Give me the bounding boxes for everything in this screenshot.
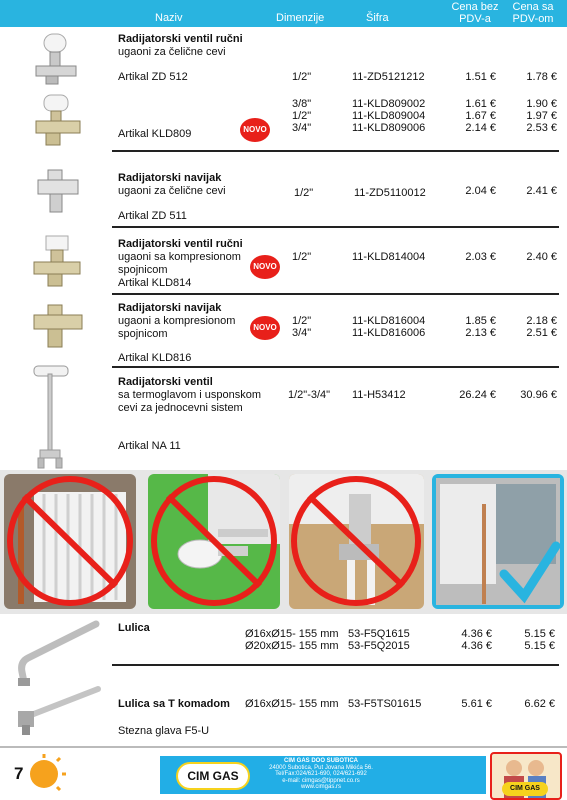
dimension: 1/2"-3/4" — [288, 389, 331, 401]
novo-badge: NOVO — [250, 316, 280, 340]
dimension: 1/2" — [292, 110, 312, 122]
price-with-vat: 2.53 € — [526, 122, 557, 134]
code: 11-H53412 — [352, 389, 406, 401]
dimension: 1/2" — [294, 187, 314, 199]
col-dimenzije: Dimenzije — [276, 12, 325, 24]
row-divider — [112, 226, 559, 228]
product-subtitle: ugaoni a kompresionom — [118, 315, 236, 327]
novo-badge: NOVO — [250, 255, 280, 279]
product-subtitle: spojnicom — [118, 328, 168, 340]
price-without-vat: 2.04 € — [465, 185, 496, 197]
product-article: Artikal KLD814 — [118, 277, 192, 289]
price-without-vat: 2.14 € — [465, 122, 496, 134]
pipe-tee-image — [12, 685, 102, 737]
pipe-bend-image — [10, 618, 102, 688]
price-without-vat: 26.24 € — [459, 389, 496, 401]
product-article: Artikal ZD 512 — [118, 71, 188, 83]
code: 53-F5Q2015 — [348, 640, 410, 652]
valve-image — [28, 168, 88, 218]
dimension: Ø16xØ15- 155 mm — [245, 698, 339, 710]
dimension: 3/4" — [292, 122, 312, 134]
price-with-vat: 1.90 € — [526, 98, 557, 110]
wrong-installation-photo — [289, 474, 424, 609]
cimgas-mini-logo: CIM GAS — [502, 782, 548, 796]
product-article: Artikal KLD809 — [118, 128, 192, 140]
code: 11-KLD809002 — [352, 98, 426, 110]
product-title: Radijatorski navijak — [118, 302, 222, 314]
product-subtitle: cevi za jednocevni sistem — [118, 402, 243, 414]
product-subtitle: ugaoni za čelične cevi — [118, 185, 226, 197]
dimension: Ø16xØ15- 155 mm — [245, 628, 339, 640]
price-with-vat: 1.97 € — [526, 110, 557, 122]
price-without-vat: 2.13 € — [465, 327, 496, 339]
price-without-vat: 5.61 € — [461, 698, 492, 710]
dimension: 1/2" — [292, 71, 312, 83]
price-without-vat: 1.85 € — [465, 315, 496, 327]
col-cena-sa: Cena sa PDV-om — [512, 1, 554, 25]
price-with-vat: 2.51 € — [526, 327, 557, 339]
valve-image — [28, 93, 88, 149]
product-subtitle: spojnicom — [118, 264, 168, 276]
price-with-vat: 1.78 € — [526, 71, 557, 83]
product-title: Lulica — [118, 622, 150, 634]
price-with-vat: 6.62 € — [524, 698, 555, 710]
row-divider — [112, 293, 559, 295]
product-title: Lulica sa T komadom — [118, 698, 230, 710]
code: 11-KLD816004 — [352, 315, 426, 327]
product-subtitle: Stezna glava F5-U — [118, 725, 210, 737]
dimension: 3/8" — [292, 98, 312, 110]
product-title: Radijatorski ventil ručni — [118, 238, 243, 250]
product-article: Artikal ZD 511 — [118, 210, 187, 222]
novo-badge: NOVO — [240, 118, 270, 142]
dimension: 3/4" — [292, 327, 312, 339]
code: 53-F5Q1615 — [348, 628, 410, 640]
col-sifra: Šifra — [366, 12, 389, 24]
valve-image — [28, 232, 88, 290]
price-with-vat: 5.15 € — [524, 628, 555, 640]
code: 11-ZD5110012 — [354, 187, 426, 199]
price-without-vat: 1.61 € — [465, 98, 496, 110]
price-with-vat: 5.15 € — [524, 640, 555, 652]
price-with-vat: 2.18 € — [526, 315, 557, 327]
price-without-vat: 4.36 € — [461, 640, 492, 652]
dimension: 1/2" — [292, 251, 312, 263]
row-divider — [112, 150, 559, 152]
wrong-installation-photo — [148, 474, 280, 609]
code: 53-F5TS01615 — [348, 698, 422, 710]
col-naziv: Naziv — [155, 12, 183, 24]
code: 11-KLD816006 — [352, 327, 426, 339]
footer-divider — [0, 746, 567, 748]
company-info: CIM GAS DOO SUBOTICA 24000 Subotica, Put Jovana Mikića 56. Tel/Fax:024/621-690, 024/621-692 e-mail: cimgas@tippnet.co.rs www.cimgas.rs — [269, 758, 373, 791]
price-with-vat: 2.40 € — [526, 251, 557, 263]
price-without-vat: 2.03 € — [465, 251, 496, 263]
footer-banner — [160, 756, 486, 794]
valve-image — [28, 30, 88, 88]
product-article: Artikal KLD816 — [118, 352, 192, 364]
family-photo — [490, 752, 562, 800]
dimension: Ø20xØ15- 155 mm — [245, 640, 339, 652]
price-with-vat: 2.41 € — [526, 185, 557, 197]
code: 11-KLD814004 — [352, 251, 426, 263]
product-title: Radijatorski ventil ručni — [118, 33, 243, 45]
price-without-vat: 1.51 € — [465, 71, 496, 83]
valve-image — [28, 303, 88, 353]
page-number: 7 — [14, 764, 24, 783]
product-title: Radijatorski ventil — [118, 376, 213, 388]
table-header — [0, 0, 567, 27]
product-title: Radijatorski navijak — [118, 172, 222, 184]
row-divider — [112, 664, 559, 666]
product-subtitle: ugaoni za čelične cevi — [118, 46, 226, 58]
price-without-vat: 1.67 € — [465, 110, 496, 122]
row-divider — [112, 366, 559, 368]
wrong-installation-photo — [4, 474, 136, 609]
correct-installation-photo — [432, 474, 564, 609]
price-with-vat: 30.96 € — [520, 389, 557, 401]
price-without-vat: 4.36 € — [461, 628, 492, 640]
code: 11-KLD809004 — [352, 110, 426, 122]
product-subtitle: ugaoni sa kompresionom — [118, 251, 241, 263]
product-article: Artikal NA 11 — [118, 440, 181, 452]
col-cena-bez: Cena bez PDV-a — [451, 1, 499, 25]
code: 11-ZD5121212 — [352, 71, 425, 83]
dimension: 1/2" — [292, 315, 312, 327]
code: 11-KLD809006 — [352, 122, 426, 134]
valve-riser-image — [30, 362, 74, 470]
cimgas-logo: CIM GAS — [176, 762, 250, 790]
product-subtitle: sa termoglavom i usponskom — [118, 389, 262, 401]
